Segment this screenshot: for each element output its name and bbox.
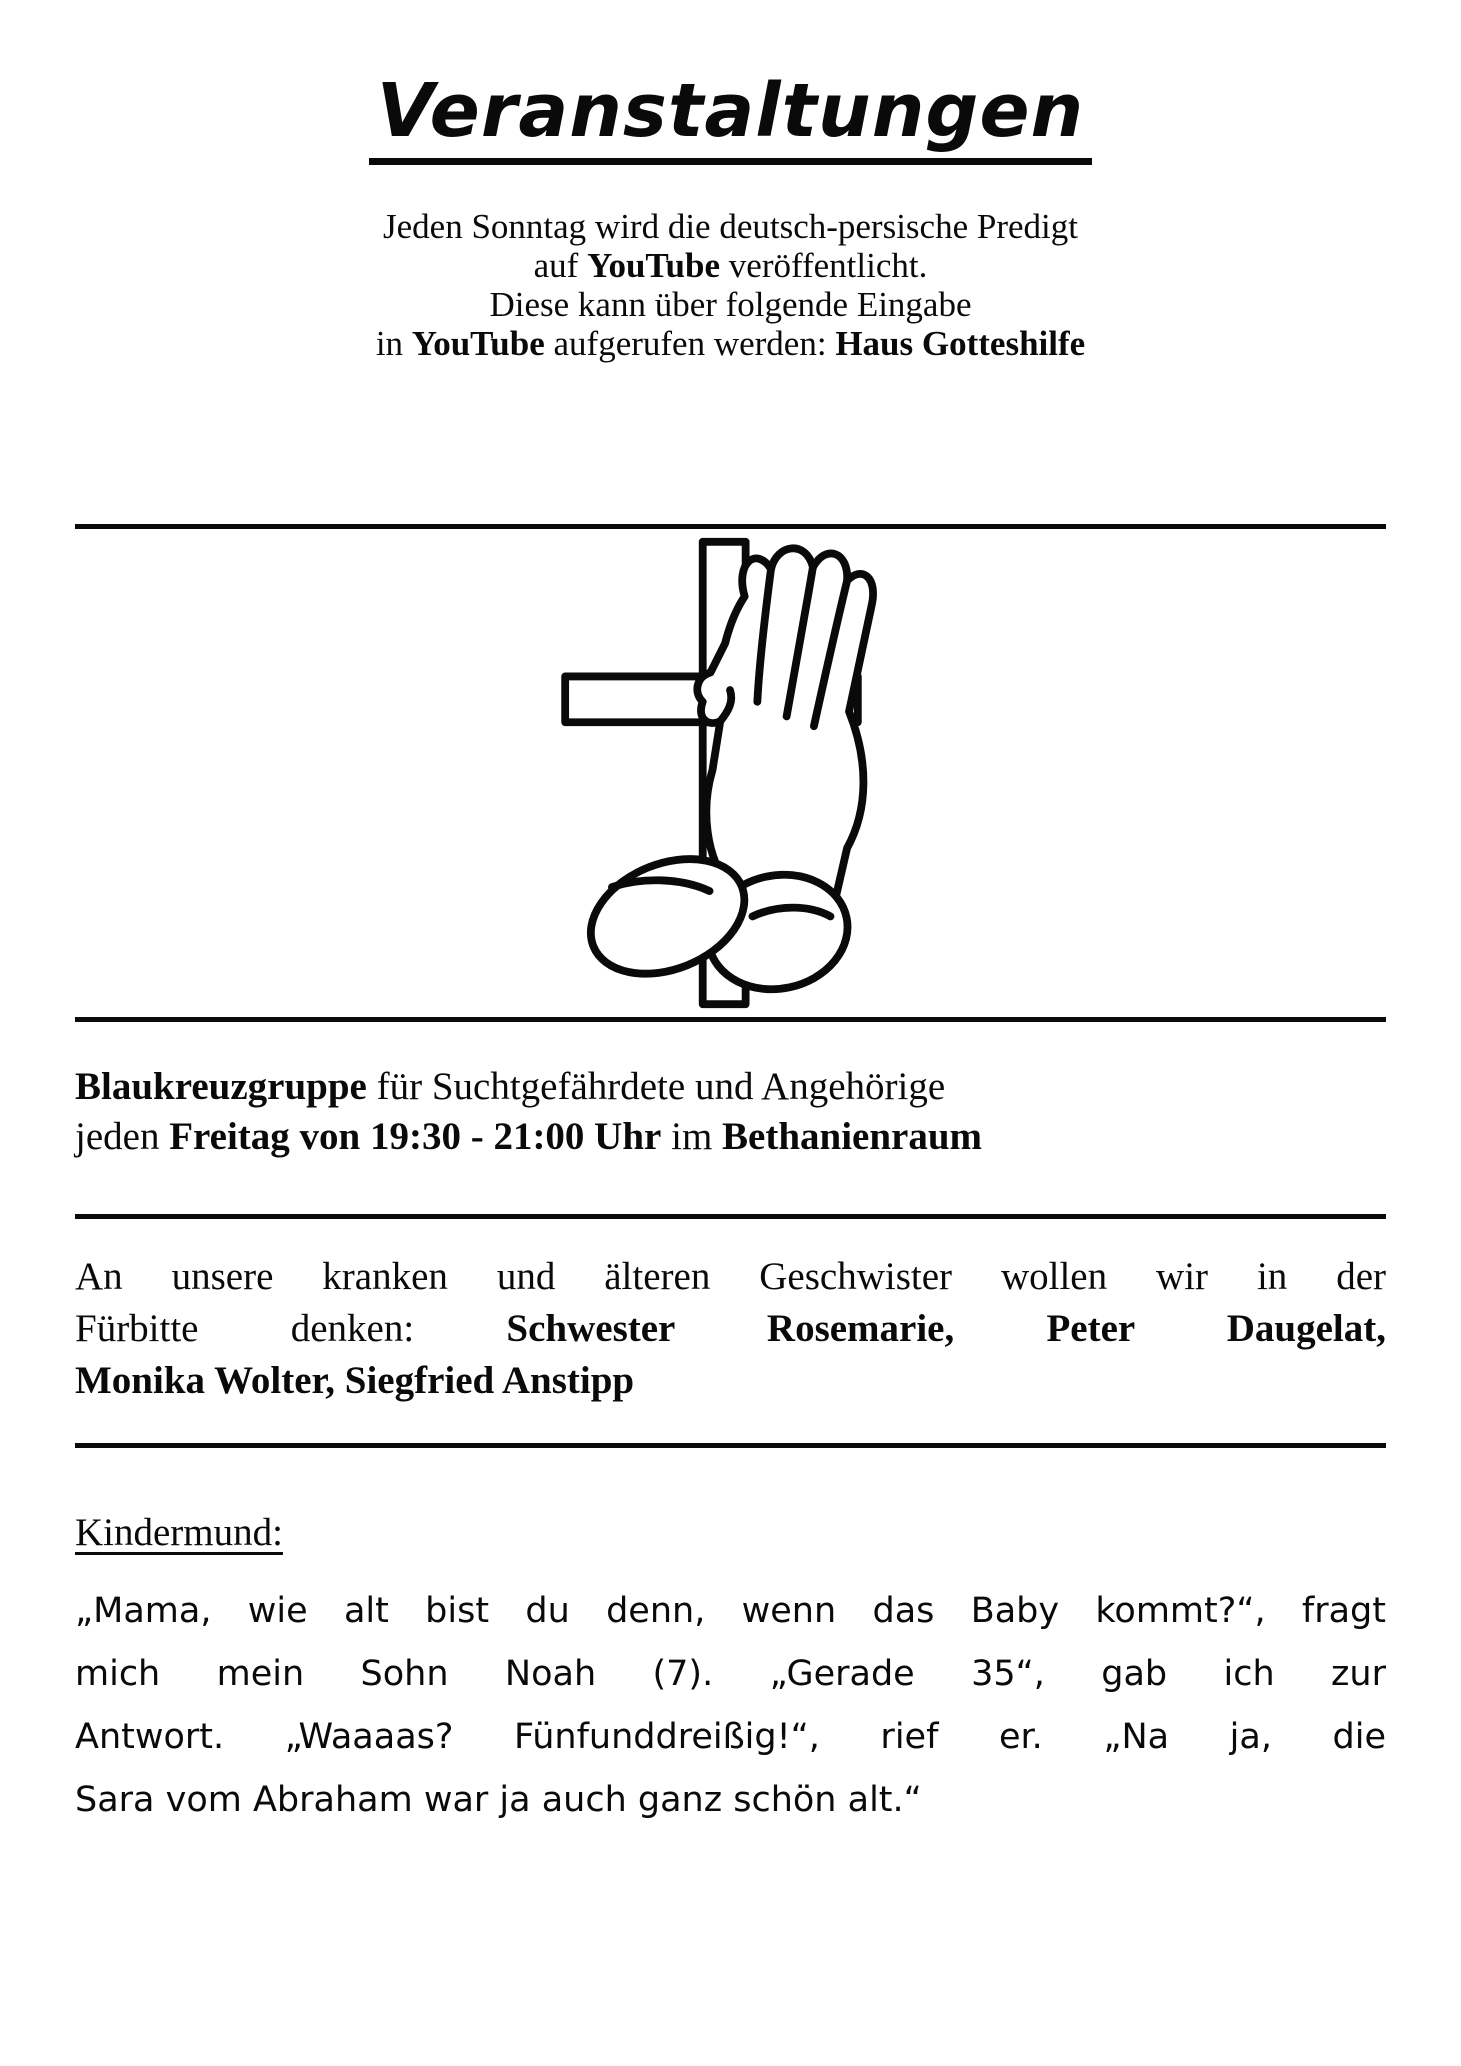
text-run: jeden: [75, 1114, 170, 1158]
intro-paragraph: [75, 207, 1386, 363]
section-divider: [75, 1017, 1386, 1022]
section-divider: [75, 1443, 1386, 1448]
text-line: [75, 1355, 1386, 1407]
text-run: im: [661, 1114, 723, 1158]
text-run: Antwort. „Waaaas? Fünfunddreißig!“, rief er. „Na ja, die: [75, 1716, 1386, 1757]
text-line: [75, 1062, 1386, 1112]
text-line: [75, 1643, 1386, 1706]
bold-text-run: YouTube: [587, 245, 721, 285]
text-line: [75, 1769, 1386, 1832]
illustration-section: [0, 529, 1461, 1017]
text-run: für Suchtgefährdete und Angehörige: [366, 1064, 946, 1108]
bold-text-run: Blaukreuzgruppe: [75, 1064, 367, 1108]
bold-text-run: Haus Gotteshilfe: [835, 323, 1086, 363]
bold-text-run: Schwester Rosemarie, Peter Daugelat,: [506, 1306, 1386, 1350]
text-line: [75, 324, 1386, 363]
text-run: auf: [533, 245, 588, 285]
text-run: veröffentlicht.: [720, 245, 928, 285]
text-run: Fürbitte denken:: [75, 1306, 507, 1350]
text-line: [75, 1706, 1386, 1769]
text-run: Diese kann über folgende Eingabe: [489, 284, 972, 324]
title-section: [0, 0, 1461, 165]
text-run: An unsere kranken und älteren Geschwister wollen wir in der: [75, 1254, 1386, 1298]
kindermund-paragraph: [75, 1580, 1386, 1832]
bold-text-run: YouTube: [411, 323, 545, 363]
page-title: Veranstaltungen: [369, 70, 1093, 165]
praying-hands-cross-illustration: [526, 534, 936, 1012]
text-run: mich mein Sohn Noah (7). „Gerade 35“, gab ich zur: [75, 1653, 1386, 1694]
text-line: [75, 246, 1386, 285]
text-line: [75, 1303, 1386, 1355]
bold-text-run: Monika Wolter, Siegfried Anstipp: [75, 1358, 635, 1402]
text-line: [75, 207, 1386, 246]
bold-text-run: Freitag von 19:30 - 21:00 Uhr: [169, 1114, 662, 1158]
text-run: Jeden Sonntag wird die deutsch-persische Predigt: [383, 206, 1078, 246]
fuerbitte-paragraph: [75, 1251, 1386, 1407]
blaukreuz-paragraph: [75, 1062, 1386, 1162]
text-line: [75, 1112, 1386, 1162]
text-run: aufgerufen werden:: [544, 323, 836, 363]
bold-text-run: Bethanienraum: [722, 1114, 983, 1158]
text-run: in: [375, 323, 412, 363]
text-line: [75, 1251, 1386, 1303]
text-run: Sara vom Abraham war ja auch ganz schön alt.“: [75, 1779, 922, 1820]
text-run: „Mama, wie alt bist du denn, wenn das Baby kommt?“, fragt: [75, 1590, 1386, 1631]
text-line: [75, 1580, 1386, 1643]
text-line: [75, 285, 1386, 324]
kindermund-heading: Kindermund:: [75, 1510, 283, 1554]
section-divider: [75, 1214, 1386, 1219]
